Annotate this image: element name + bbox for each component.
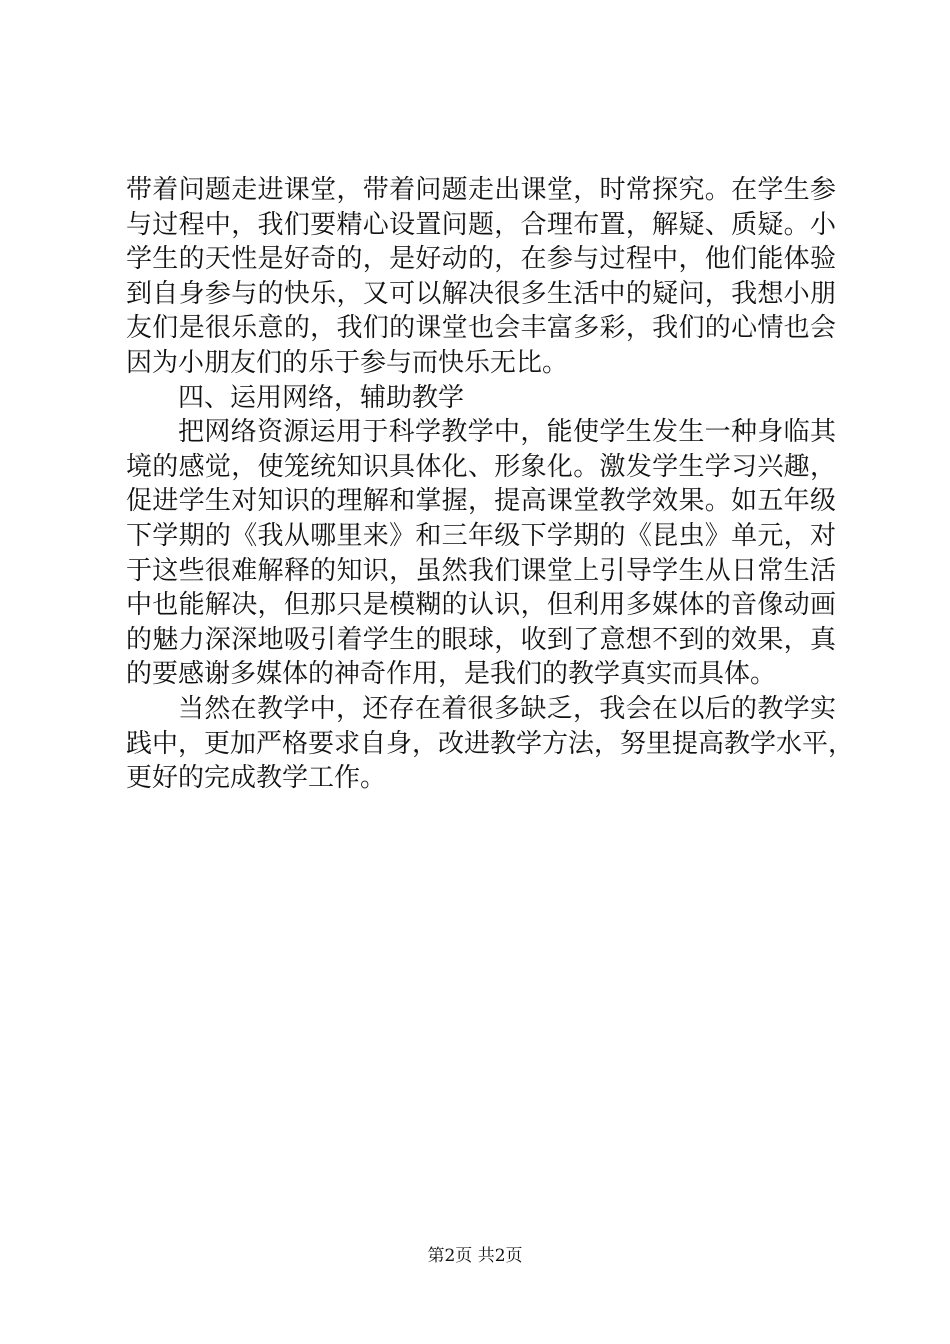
document-body bbox=[126, 173, 855, 796]
text-line: 更好的完成教学工作。 bbox=[126, 763, 387, 794]
section-heading: 四、运用网络，辅助教学 bbox=[178, 382, 465, 413]
text-line: 促进学生对知识的理解和掌握，提高课堂教学效果。如五年级 bbox=[126, 486, 836, 517]
text-line: 境的感觉，使笼统知识具体化、形象化。激发学生学习兴趣， bbox=[126, 451, 836, 482]
text-line: 中也能解决，但那只是模糊的认识，但利用多媒体的音像动画 bbox=[126, 590, 836, 621]
text-line: 于这些很难解释的知识，虽然我们课堂上引导学生从日常生活 bbox=[126, 555, 836, 586]
text-line: 的要感谢多媒体的神奇作用，是我们的教学真实而具体。 bbox=[126, 659, 777, 690]
page-footer: 第2页 共2页 bbox=[427, 1246, 523, 1266]
text-line: 把网络资源运用于科学教学中，能使学生发生一种身临其 bbox=[178, 417, 836, 448]
text-line: 因为小朋友们的乐于参与而快乐无比。 bbox=[126, 347, 569, 378]
text-line: 的魅力深深地吸引着学生的眼球，收到了意想不到的效果，真 bbox=[126, 624, 836, 655]
text-line: 当然在教学中，还存在着很多缺乏，我会在以后的教学实 bbox=[178, 693, 836, 724]
text-line: 学生的天性是好奇的，是好动的，在参与过程中，他们能体验 bbox=[126, 244, 836, 275]
text-line: 友们是很乐意的，我们的课堂也会丰富多彩，我们的心情也会 bbox=[126, 313, 836, 344]
text-line: 践中，更加严格要求自身，改进教学方法，努里提高教学水平， bbox=[126, 728, 855, 759]
text-line: 到自身参与的快乐，又可以解决很多生活中的疑问，我想小朋 bbox=[126, 278, 836, 309]
text-line: 下学期的《我从哪里来》和三年级下学期的《昆虫》单元，对 bbox=[126, 520, 836, 551]
text-line: 带着问题走进课堂，带着问题走出课堂，时常探究。在学生参 bbox=[126, 175, 836, 205]
text-line: 与过程中，我们要精心设置问题，合理布置，解疑、质疑。小 bbox=[126, 209, 836, 240]
